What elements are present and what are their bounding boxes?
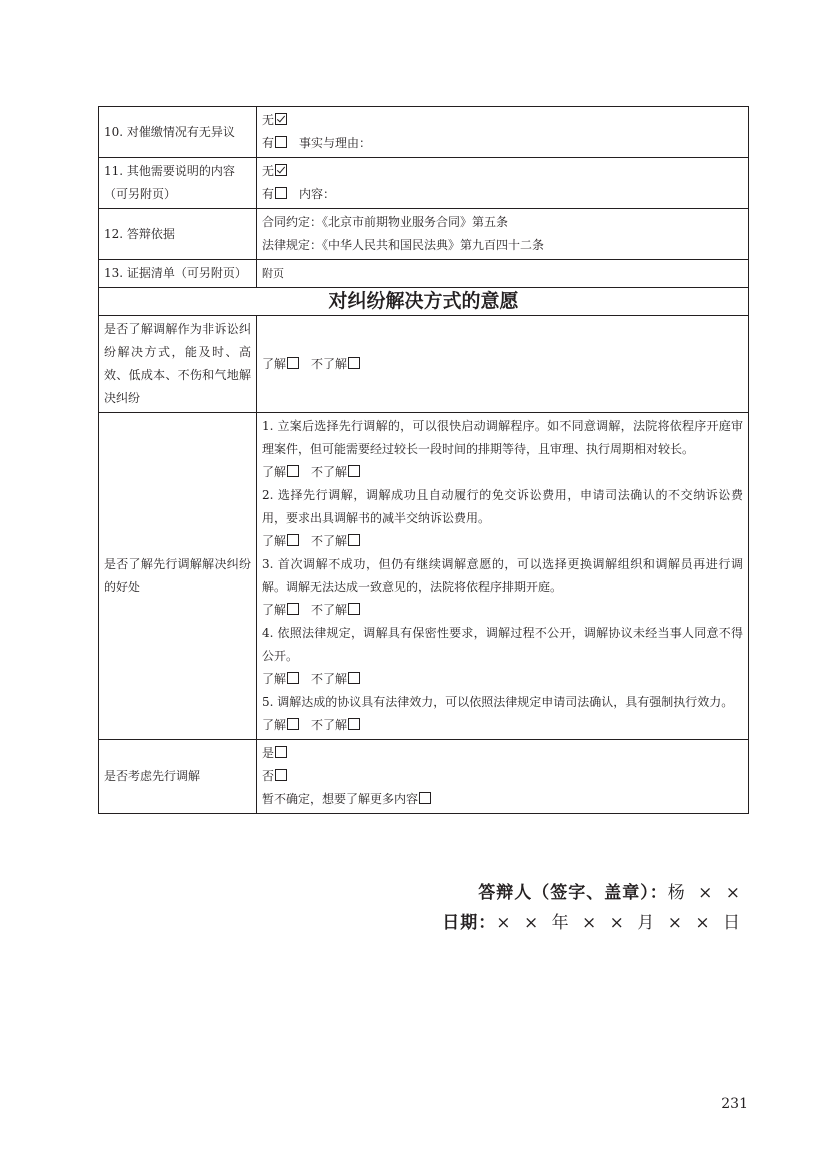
question-answer xyxy=(257,413,749,740)
question-label: 是否了解调解作为非诉讼纠纷解决方式，能及时、高效、低成本、不伤和气地解决纠纷 xyxy=(99,316,257,413)
option-none-label: 无 xyxy=(262,113,275,127)
option-know-label: 了解 xyxy=(262,356,287,371)
checkbox-know[interactable] xyxy=(287,534,299,546)
benefit-item: 5. 调解达成的协议具有法律效力，可以依照法律规定申请司法确认，具有强制执行效力。 xyxy=(262,695,734,709)
checkbox-not-know[interactable] xyxy=(348,672,360,684)
checkbox-has[interactable] xyxy=(275,187,287,199)
option-not-know-label: 不了解 xyxy=(311,603,348,617)
checkbox-not-know[interactable] xyxy=(348,534,360,546)
row-mediation-awareness xyxy=(99,316,749,413)
row-label: 13. 证据清单（可另附页） xyxy=(99,260,257,288)
question-answer xyxy=(257,740,749,814)
checkbox-not-know[interactable] xyxy=(348,357,360,369)
option-unsure-label: 暂不确定，想要了解更多内容 xyxy=(262,792,419,806)
checkbox-not-know[interactable] xyxy=(348,603,360,615)
row-label: 10. 对催缴情况有无异议 xyxy=(99,107,257,158)
benefit-item: 2. 选择先行调解，调解成功且自动履行的免交诉讼费用，申请司法确认的不交纳诉讼费用，要求出具调解书的减半交纳诉讼费用。 xyxy=(262,488,743,525)
row-content: 附页 xyxy=(257,260,749,288)
option-not-know-label: 不了解 xyxy=(311,534,348,548)
contract-basis: 合同约定：《北京市前期物业服务合同》第五条 xyxy=(262,215,509,229)
section-header-row xyxy=(99,288,749,316)
checkbox-has[interactable] xyxy=(275,136,287,148)
option-yes-label: 是 xyxy=(262,746,275,760)
option-has-suffix: 内容： xyxy=(299,187,336,201)
question-label: 是否考虑先行调解 xyxy=(99,740,257,814)
checkbox-no[interactable] xyxy=(275,769,287,781)
respondent-label: 答辩人（签字、盖章）： xyxy=(478,883,668,903)
benefit-item: 1. 立案后选择先行调解的，可以很快启动调解程序。如不同意调解，法院将依程序开庭审理案件，但可能需要经过较长一段时间的排期等待，且审理、执行周期相对较长。 xyxy=(262,419,743,456)
option-know-label: 了解 xyxy=(262,718,287,732)
row-content xyxy=(257,107,749,158)
checkbox-know[interactable] xyxy=(287,465,299,477)
option-not-know-label: 不了解 xyxy=(311,465,348,479)
row-mediation-benefits xyxy=(99,413,749,740)
question-answer xyxy=(257,316,749,413)
option-has-label: 有 xyxy=(262,187,275,201)
checkbox-unsure[interactable] xyxy=(419,792,431,804)
option-know-label: 了解 xyxy=(262,603,287,617)
row-basis xyxy=(99,209,749,260)
row-label: 11. 其他需要说明的内容（可另附页） xyxy=(99,158,257,209)
row-objection xyxy=(99,107,749,158)
checkbox-know[interactable] xyxy=(287,603,299,615)
checkbox-not-know[interactable] xyxy=(348,465,360,477)
checkbox-know[interactable] xyxy=(287,672,299,684)
option-know-label: 了解 xyxy=(262,465,287,479)
answer-form xyxy=(98,106,748,814)
signature-date xyxy=(442,908,744,933)
checkbox-yes[interactable] xyxy=(275,746,287,758)
option-has-label: 有 xyxy=(262,136,275,150)
benefit-item: 3. 首次调解不成功，但仍有继续调解意愿的，可以选择更换调解组织和调解员再进行调解。调解无法达成一致意见的，法院将依程序排期开庭。 xyxy=(262,557,743,594)
option-know-label: 了解 xyxy=(262,672,287,686)
row-mediation-consider xyxy=(99,740,749,814)
checkbox-none[interactable] xyxy=(275,164,287,176)
date-label: 日期： xyxy=(442,913,497,933)
respondent-signature xyxy=(478,878,744,903)
option-know-label: 了解 xyxy=(262,534,287,548)
checkbox-none[interactable] xyxy=(275,113,287,125)
date-value: × × 年 × × 月 × × 日 xyxy=(496,913,744,933)
question-label: 是否了解先行调解解决纠纷的好处 xyxy=(99,413,257,740)
row-other-notes xyxy=(99,158,749,209)
checkbox-know[interactable] xyxy=(287,357,299,369)
page-number: 231 xyxy=(721,1096,748,1112)
option-none-label: 无 xyxy=(262,164,275,178)
row-label: 12. 答辩依据 xyxy=(99,209,257,260)
checkbox-not-know[interactable] xyxy=(348,718,360,730)
option-no-label: 否 xyxy=(262,769,275,783)
benefit-item: 4. 依照法律规定，调解具有保密性要求，调解过程不公开，调解协议未经当事人同意不得公开。 xyxy=(262,626,743,663)
row-content xyxy=(257,209,749,260)
row-evidence xyxy=(99,260,749,288)
option-not-know-label: 不了解 xyxy=(311,718,348,732)
row-content xyxy=(257,158,749,209)
section-title: 对纠纷解决方式的意愿 xyxy=(99,288,749,316)
form-table xyxy=(98,106,749,814)
option-not-know-label: 不了解 xyxy=(311,672,348,686)
checkbox-know[interactable] xyxy=(287,718,299,730)
legal-basis: 法律规定：《中华人民共和国民法典》第九百四十二条 xyxy=(262,238,545,252)
option-not-know-label: 不了解 xyxy=(311,356,348,371)
respondent-value: 杨 × × xyxy=(667,883,744,903)
option-has-suffix: 事实与理由： xyxy=(299,136,372,150)
